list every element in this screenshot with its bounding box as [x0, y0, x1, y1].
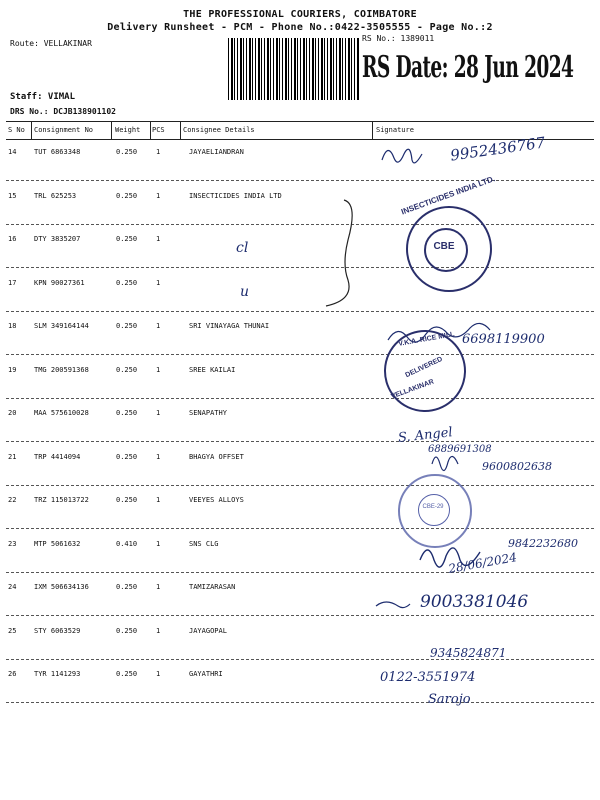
signature-phone-20: 6889691308: [428, 444, 492, 455]
row-weight: 0.250: [116, 279, 138, 287]
row-consignee: BHAGYA OFFSET: [189, 453, 244, 461]
row-sno: 19: [8, 366, 17, 374]
row-weight: 0.410: [116, 540, 138, 548]
drs-number: DRS No.: DCJB138901102: [10, 107, 116, 116]
row-consignment-no: TRL 625253: [34, 192, 77, 200]
vka-stamp-center: DELIVERED: [404, 355, 444, 380]
mark-17: u: [240, 284, 250, 300]
row-pcs: 1: [156, 583, 161, 591]
rs-number: RS No.: 1389011: [362, 34, 435, 43]
row-consignment-no: MTP 5061632: [34, 540, 81, 548]
bracket-scribble: [326, 200, 352, 306]
row-consignee: JAYAGOPAL: [189, 627, 227, 635]
row-sno: 23: [8, 540, 17, 548]
col-header-sno: S No: [8, 126, 25, 134]
row-consignee: SRI VINAYAGA THUNAI: [189, 322, 270, 330]
row-pcs: 1: [156, 540, 161, 548]
row-consignment-no: SLM 349164144: [34, 322, 89, 330]
signature-scribble: [432, 456, 458, 470]
col-header-consignment: Consignment No: [34, 126, 94, 134]
row-sno: 24: [8, 583, 17, 591]
row-sno: 25: [8, 627, 17, 635]
row-sno: 14: [8, 148, 17, 156]
row-weight: 0.250: [116, 409, 138, 417]
row-weight: 0.250: [116, 670, 138, 678]
row-consignment-no: MAA 575610028: [34, 409, 89, 417]
row-consignee: SREE KAILAI: [189, 366, 236, 374]
row-consignment-no: TUT 6863348: [34, 148, 81, 156]
row-weight: 0.250: [116, 148, 138, 156]
row-weight: 0.250: [116, 583, 138, 591]
col-header-weight: Weight: [115, 126, 141, 134]
runsheet-title: Delivery Runsheet - PCM - Phone No.:0422-3505555 - Page No.:2: [107, 22, 493, 33]
row-consignment-no: TYR 1141293: [34, 670, 81, 678]
row-consignee: TAMIZARASAN: [189, 583, 236, 591]
row-weight: 0.250: [116, 366, 138, 374]
row-pcs: 1: [156, 409, 161, 417]
row-consignment-no: TRZ 115013722: [34, 496, 89, 504]
signature-date-23: 28/06/2024: [447, 550, 518, 576]
row-consignee: SENAPATHY: [189, 409, 227, 417]
row-pcs: 1: [156, 279, 161, 287]
col-header-signature: Signature: [376, 126, 414, 134]
mark-16: cl: [236, 240, 249, 256]
signature-phone-26: 0122-3551974: [380, 670, 476, 685]
row-consignee: VEEYES ALLOYS: [189, 496, 244, 504]
signature-scribble: [382, 149, 422, 163]
row-sno: 16: [8, 235, 17, 243]
row-pcs: 1: [156, 453, 161, 461]
staff-label: Staff: VIMAL: [10, 92, 76, 102]
row-consignee: INSECTICIDES INDIA LTD: [189, 192, 282, 200]
row-pcs: 1: [156, 366, 161, 374]
row-consignment-no: KPN 90027361: [34, 279, 85, 287]
vka-stamp-bottom: VELLAKINAR: [390, 378, 435, 401]
rs-date: RS Date: 28 Jun 2024: [362, 50, 574, 85]
row-consignment-no: TRP 4414094: [34, 453, 81, 461]
insecticides-stamp-center: CBE: [433, 241, 455, 252]
row-pcs: 1: [156, 192, 161, 200]
row-weight: 0.250: [116, 453, 138, 461]
signature-phone-21: 9600802638: [482, 460, 552, 473]
row-weight: 0.250: [116, 192, 138, 200]
row-consignee: JAYAELIANDRAN: [189, 148, 244, 156]
row-consignment-no: STY 6063529: [34, 627, 81, 635]
signature-phone-18: 6698119900: [462, 332, 545, 347]
signature-phone-25: 9345824871: [430, 646, 507, 660]
bhagya-stamp-inner: [418, 494, 450, 526]
row-pcs: 1: [156, 322, 161, 330]
insecticides-stamp-ring: INSECTICIDES INDIA LTD.: [400, 174, 497, 217]
row-consignment-no: IXM 506634136: [34, 583, 89, 591]
bhagya-stamp-center: CBE-29: [422, 504, 444, 510]
signature-scribble: [376, 602, 410, 608]
row-pcs: 1: [156, 235, 161, 243]
signature-name-26: Sarojo: [428, 692, 471, 707]
row-consignee: GAYATHRI: [189, 670, 223, 678]
row-sno: 21: [8, 453, 17, 461]
row-pcs: 1: [156, 496, 161, 504]
company-title: THE PROFESSIONAL COURIERS, COIMBATORE: [183, 9, 417, 20]
row-sno: 18: [8, 322, 17, 330]
row-sno: 22: [8, 496, 17, 504]
row-consignment-no: TMG 200591368: [34, 366, 89, 374]
signature-phone-23: 9842232680: [508, 537, 578, 550]
row-sno: 26: [8, 670, 17, 678]
row-pcs: 1: [156, 627, 161, 635]
row-weight: 0.250: [116, 496, 138, 504]
signature-phone-14: 9952436767: [449, 133, 547, 165]
vka-stamp-ring: V.K.A. RICE MILL: [397, 331, 456, 348]
signature-phone-24: 9003381046: [420, 592, 529, 612]
col-header-consignee: Consignee Details: [183, 126, 255, 134]
row-consignment-no: DTY 3835207: [34, 235, 81, 243]
row-pcs: 1: [156, 670, 161, 678]
row-weight: 0.250: [116, 235, 138, 243]
row-consignee: SNS CLG: [189, 540, 219, 548]
row-weight: 0.250: [116, 322, 138, 330]
row-pcs: 1: [156, 148, 161, 156]
col-header-pcs: PCS: [152, 126, 165, 134]
row-sno: 20: [8, 409, 17, 417]
row-sno: 17: [8, 279, 17, 287]
row-sno: 15: [8, 192, 17, 200]
row-weight: 0.250: [116, 627, 138, 635]
signature-name-20: S. Angel: [397, 425, 454, 446]
route-label: Route: VELLAKINAR: [10, 39, 92, 48]
